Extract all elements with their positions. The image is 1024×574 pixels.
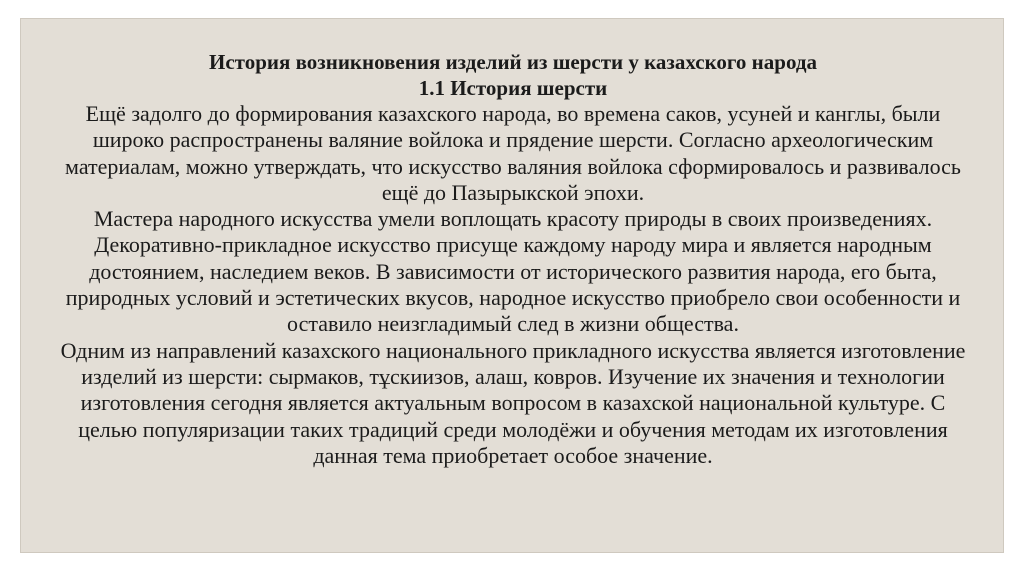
document-title: История возникновения изделий из шерсти у казахского народа <box>209 50 817 74</box>
paragraph-wool-products: Одним из направлений казахского национального прикладного искусства является изготовление изделий из шерсти: сырмаков, тұскиизов, алаш, ковров. Изучение их значения и технологии изготовления сегодня является актуальным вопросом в казахской национальной культуре. С целью популяризации таких традиций среди молодёжи и обучения методам их изготовления данная тема приобретает особое значение. <box>60 337 966 468</box>
slide-text-block <box>51 49 975 469</box>
paragraph-history: Ещё задолго до формирования казахского народа, во времена саков, усуней и канглы, были широко распространены валяние войлока и прядение шерсти. Согласно археологическим материалам, можно утверждать, что искусство валяния войлока сформировалось и развивалось ещё до Пазырыкской эпохи. <box>65 101 961 205</box>
paragraph-folk-art: Мастера народного искусства умели воплощать красоту природы в своих произведениях. Декоративно-прикладное искусство присуще каждому народу мира и является народным достоянием, наследием веков. В зависимости от исторического развития народа, его быта, природных условий и эстетических вкусов, народное искусство приобрело свои особенности и оставило неизгладимый след в жизни общества. <box>65 206 961 337</box>
section-subtitle: 1.1 История шерсти <box>418 76 608 100</box>
slide-panel <box>20 18 1004 553</box>
